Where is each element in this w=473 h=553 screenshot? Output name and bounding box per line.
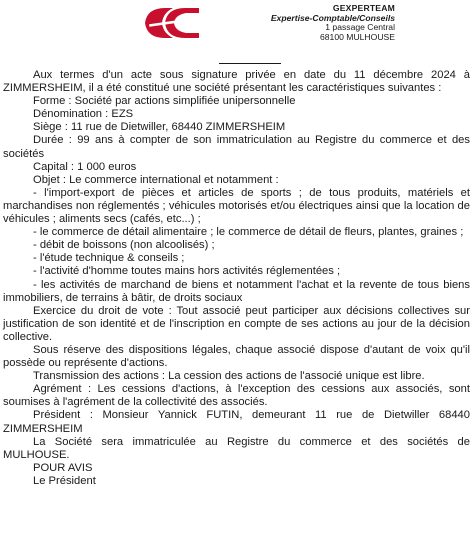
firm-address-line1: 1 passage Central [325, 22, 395, 33]
notice-intro: Aux termes d'un acte sous signature privée en date du 11 décembre 2024 à ZIMMERSHEIM, il a été constitué une société présentant les caractéristiques suivantes : [3, 69, 470, 95]
notice-forme: Forme : Société par actions simplifiée unipersonnelle [33, 95, 296, 108]
notice-transmission: Transmission des actions : La cession des actions de l'associé unique est libre. [33, 370, 425, 383]
gexperteam-logo-icon [143, 6, 201, 40]
notice-immatriculation: La Société sera immatriculée au Registre du commerce et des sociétés de MULHOUSE. [3, 435, 470, 461]
firm-tagline: Expertise-Comptable/Conseils [270, 12, 395, 23]
notice-reserve: Sous réserve des dispositions légales, chaque associé dispose d'autant de voix qu'il possède ou représente d'actions. [3, 343, 470, 370]
header-separator [219, 63, 281, 64]
objet-item: - débit de boissons (non alcoolisés) ; [33, 239, 215, 252]
header [0, 0, 473, 70]
firm-address-line2: 68100 MULHOUSE [320, 31, 395, 42]
notice-objet: Objet : Le commerce international et notamment : [33, 173, 279, 186]
notice-capital: Capital : 1 000 euros [33, 160, 137, 173]
objet-item: - l'étude technique & conseils ; [33, 252, 185, 265]
notice-duree: Durée : 99 ans à compter de son immatriculation au Registre du commerce et des sociétés [3, 134, 470, 160]
objet-item: - les activités de marchand de biens et notamment l'achat et la revente de tous biens immobiliers, de terrains à bâtir, de droits sociaux [3, 278, 470, 304]
objet-item: - le commerce de détail alimentaire ; le commerce de détail de fleurs, plantes, graines ; [33, 226, 464, 239]
legal-notice [3, 69, 470, 488]
notice-agrement: Agrément : Les cessions d'actions, à l'exception des cessions aux associés, sont soumises à l'agrément de la collectivité des associés. [3, 383, 470, 409]
notice-denomination: Dénomination : EZS [33, 108, 134, 121]
notice-droit-de-vote: Exercice du droit de vote : Tout associé peut participer aux décisions collectives sur justification de son identité et de l'inscription en compte de ses actions au jour de la décision collective. [3, 304, 470, 343]
firm-name: GEXPERTEAM [332, 3, 395, 13]
notice-siege: Siège : 11 rue de Dietwiller, 68440 ZIMMERSHEIM [33, 121, 286, 134]
firm-block [205, 4, 395, 42]
notice-pour-avis: POUR AVIS [33, 461, 93, 474]
objet-item: - l'activité d'homme toutes mains hors activités réglementées ; [33, 265, 341, 278]
objet-item: - l'import-export de pièces et articles de sports ; de tous produits, matériels et marchandises non réglementés ; véhicules motorisés et/ou électriques ainsi que la location de véhicules ; aliments secs (cafés, etc...) ; [3, 186, 470, 226]
notice-signature: Le Président [33, 474, 96, 487]
notice-president: Président : Monsieur Yannick FUTIN, demeurant 11 rue de Dietwiller 68440 ZIMMERSHEIM [3, 409, 470, 435]
